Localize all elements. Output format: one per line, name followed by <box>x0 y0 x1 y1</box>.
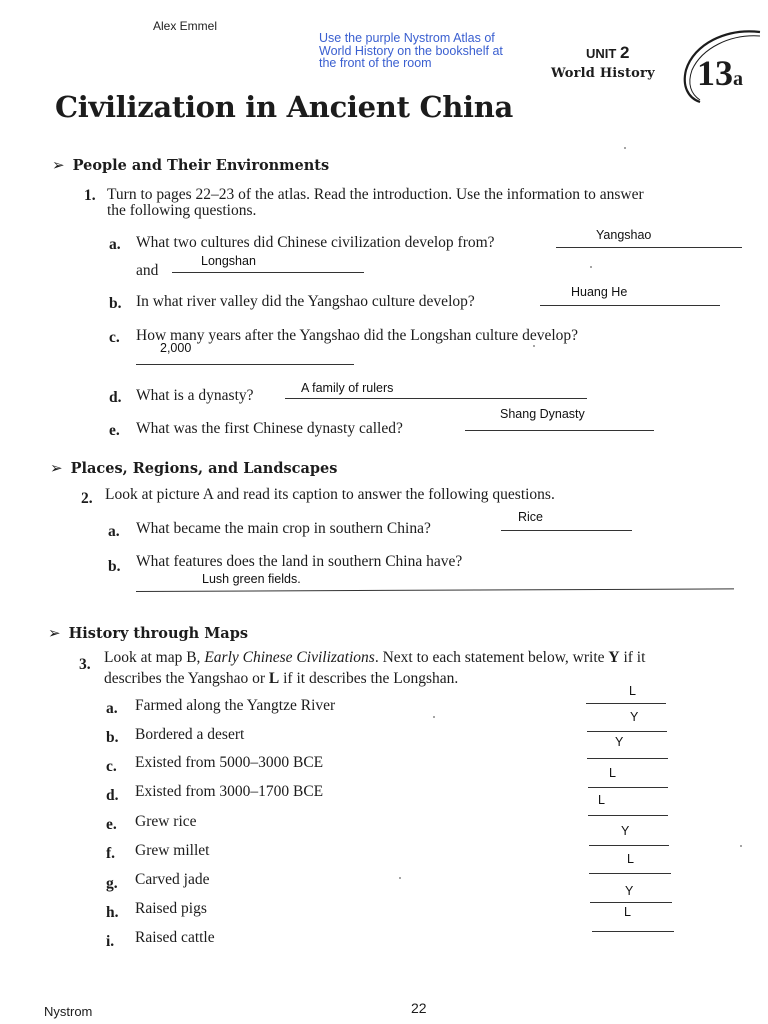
answer-1d-line <box>285 398 587 399</box>
question-1d-label: d. <box>109 389 122 406</box>
answer-3f-field[interactable]: Y <box>621 824 630 838</box>
student-name: Alex Emmel <box>153 19 218 33</box>
question-3-text-line-1: Look at map B, Early Chinese Civilizations. Next to each statement below, write Y if it <box>104 649 646 666</box>
answer-1e-field[interactable]: Shang Dynasty <box>500 407 585 421</box>
answer-1b-line <box>540 305 720 306</box>
answer-3i-field[interactable]: L <box>624 905 631 919</box>
question-3h-text: Raised pigs <box>135 900 207 917</box>
page-title: Civilization in Ancient China <box>55 90 514 124</box>
unit-word: UNIT <box>586 46 617 61</box>
scan-speck <box>624 147 626 149</box>
question-3f-text: Grew millet <box>135 842 210 859</box>
answer-3g-field[interactable]: L <box>627 852 634 866</box>
question-3b-text: Bordered a desert <box>135 726 245 743</box>
answer-1a-line <box>556 247 742 248</box>
question-1b-text: In what river valley did the Yangshao culture develop? <box>136 293 475 310</box>
answer-3c-line <box>587 758 668 759</box>
section-arrow-icon: ➢ <box>50 459 63 477</box>
question-3e-text: Grew rice <box>135 813 197 830</box>
question-2-number: 2. <box>81 490 93 507</box>
section-arrow-icon: ➢ <box>48 624 61 642</box>
teacher-note-line-1: Use the purple Nystrom Atlas of <box>319 31 495 45</box>
question-3c-text: Existed from 5000–3000 BCE <box>135 754 324 771</box>
question-3e-label: e. <box>106 816 117 833</box>
answer-3e-field[interactable]: L <box>598 793 605 807</box>
teacher-note <box>319 32 503 70</box>
question-1e-label: e. <box>109 422 120 439</box>
section-heading-maps-text: History through Maps <box>68 625 249 642</box>
question-1b-label: b. <box>109 295 122 312</box>
question-3i-label: i. <box>106 933 115 950</box>
section-heading-people-text: People and Their Environments <box>72 157 330 174</box>
answer-1c-line <box>136 364 354 365</box>
answer-2b-field[interactable]: Lush green fields. <box>202 572 301 586</box>
question-3b-label: b. <box>106 729 119 746</box>
scan-speck <box>533 345 535 347</box>
question-3-text-line-2: describes the Yangshao or L if it describes the Longshan. <box>104 670 459 687</box>
answer-3i-line <box>592 931 674 932</box>
answer-3f-line <box>589 845 669 846</box>
answer-3g-line <box>589 873 671 874</box>
answer-3h-line <box>590 902 672 903</box>
answer-1b-field[interactable]: Huang He <box>571 285 628 299</box>
question-1c-label: c. <box>109 329 120 346</box>
section-heading-places <box>50 459 337 477</box>
answer-3a-line <box>586 703 666 704</box>
section-heading-maps <box>48 624 248 642</box>
answer-1c-field[interactable]: 2,000 <box>160 341 192 355</box>
answer-3d-line <box>588 787 668 788</box>
subject-label: World History <box>551 66 655 81</box>
question-1a-label: a. <box>109 236 121 253</box>
answer-2b-line <box>136 588 734 592</box>
answer-1e-line <box>465 430 654 431</box>
question-1a-and-label: and <box>136 262 159 279</box>
question-2a-label: a. <box>108 523 120 540</box>
question-2-text: Look at picture A and read its caption to answer the following questions. <box>105 486 555 503</box>
lesson-number: 13 <box>697 53 733 93</box>
lesson-letter: a <box>733 68 743 90</box>
question-3d-label: d. <box>106 787 119 804</box>
scan-speck <box>740 845 742 847</box>
section-heading-people <box>52 156 329 174</box>
scan-speck <box>433 716 435 718</box>
question-3a-label: a. <box>106 700 118 717</box>
question-3g-text: Carved jade <box>135 871 210 888</box>
question-3f-label: f. <box>106 845 116 862</box>
question-3h-label: h. <box>106 904 119 921</box>
question-1-number: 1. <box>84 187 96 204</box>
answer-2a-field[interactable]: Rice <box>518 510 544 524</box>
question-3g-label: g. <box>106 875 118 892</box>
section-heading-places-text: Places, Regions, and Landscapes <box>70 460 338 477</box>
scan-speck <box>399 877 401 879</box>
footer-publisher: Nystrom <box>44 1004 93 1019</box>
lesson-badge <box>697 52 743 94</box>
question-1d-text: What is a dynasty? <box>136 387 254 404</box>
question-2b-label: b. <box>108 558 121 575</box>
question-3a-text: Farmed along the Yangtze River <box>135 697 336 714</box>
question-3d-text: Existed from 3000–1700 BCE <box>135 783 324 800</box>
answer-1a-field[interactable]: Yangshao <box>596 228 652 242</box>
section-arrow-icon: ➢ <box>52 156 65 174</box>
question-2a-text: What became the main crop in southern China? <box>136 520 431 537</box>
answer-1a-second-line <box>172 272 364 273</box>
answer-1d-field[interactable]: A family of rulers <box>301 381 394 395</box>
scan-speck <box>590 266 592 268</box>
answer-1a-second-field[interactable]: Longshan <box>201 254 256 268</box>
answer-2a-line <box>501 530 632 531</box>
answer-3b-field[interactable]: Y <box>630 710 639 724</box>
teacher-note-line-2: World History on the bookshelf at <box>319 43 503 58</box>
answer-3h-field[interactable]: Y <box>625 884 634 898</box>
question-2b-text: What features does the land in southern China have? <box>136 553 463 570</box>
question-1c-text: How many years after the Yangshao did the Longshan culture develop? <box>136 327 579 344</box>
question-1-text-line-2: the following questions. <box>107 202 257 219</box>
answer-3e-line <box>588 815 668 816</box>
question-3-number: 3. <box>79 656 91 673</box>
answer-3a-field[interactable]: L <box>629 684 636 698</box>
teacher-note-line-3: the front of the room <box>319 56 432 70</box>
answer-3d-field[interactable]: L <box>609 766 616 780</box>
question-1-text-line-1: Turn to pages 22–23 of the atlas. Read the introduction. Use the information to answer <box>107 186 644 203</box>
question-3i-text: Raised cattle <box>135 929 215 946</box>
unit-label <box>586 43 629 63</box>
question-1e-text: What was the first Chinese dynasty called? <box>136 420 403 437</box>
answer-3c-field[interactable]: Y <box>615 735 624 749</box>
page-number: 22 <box>411 1000 427 1016</box>
question-1a-text: What two cultures did Chinese civilization develop from? <box>136 234 495 251</box>
question-3c-label: c. <box>106 758 117 775</box>
answer-3b-line <box>587 731 667 732</box>
unit-number: 2 <box>619 43 630 62</box>
